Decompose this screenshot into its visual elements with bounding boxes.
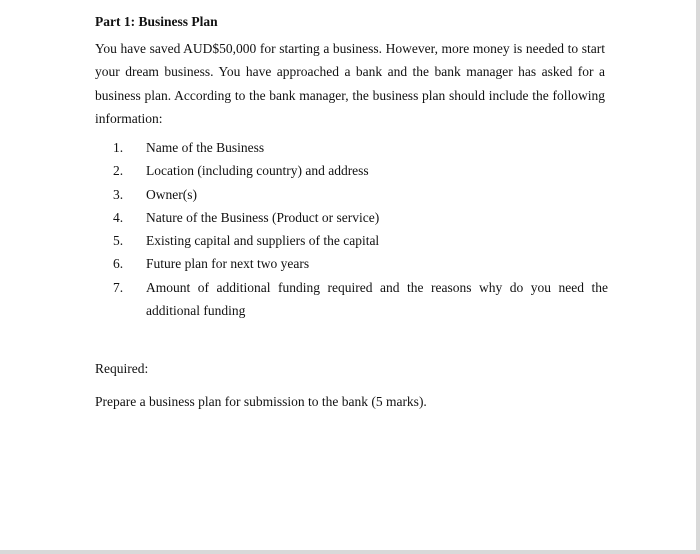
list-item-number: 5. (113, 233, 124, 249)
list-item-text: Name of the Business (146, 140, 265, 155)
list-item-text: Location (including country) and address (146, 163, 369, 179)
list-item-text: Nature of the Business (Product or service) (146, 209, 380, 225)
intro-paragraph: You have saved AUD$50,000 for starting a business. However, more money is needed to start your dream business. You have approached a bank and the bank manager has asked for a business plan. According to the bank manager, the business plan should include the following information: (95, 41, 605, 126)
list-item-text: Existing capital and suppliers of the capital (146, 233, 380, 249)
list-item-text: Future plan for next two years (146, 256, 310, 272)
list-item (113, 159, 608, 182)
list-item-text: Owner(s) (146, 186, 197, 202)
list-item (113, 206, 608, 229)
list-item (113, 276, 608, 323)
section-heading: Part 1: Business Plan (95, 14, 218, 29)
list-item-number: 7. (113, 279, 124, 295)
list-item (113, 252, 608, 275)
requirements-list (113, 136, 608, 322)
list-item-number: 6. (113, 256, 124, 272)
required-label: Required: (95, 361, 149, 376)
list-item-number: 3. (113, 186, 124, 202)
list-item (113, 136, 608, 159)
list-item-number: 4. (113, 209, 124, 225)
list-item (113, 229, 608, 252)
list-item-number: 2. (113, 163, 124, 179)
list-item (113, 183, 608, 206)
task-instruction: Prepare a business plan for submission to the bank (5 marks). (95, 394, 427, 409)
list-item-number: 1. (113, 140, 124, 155)
list-item-text: Amount of additional funding required and the reasons why do you need the additional funding (146, 279, 608, 319)
